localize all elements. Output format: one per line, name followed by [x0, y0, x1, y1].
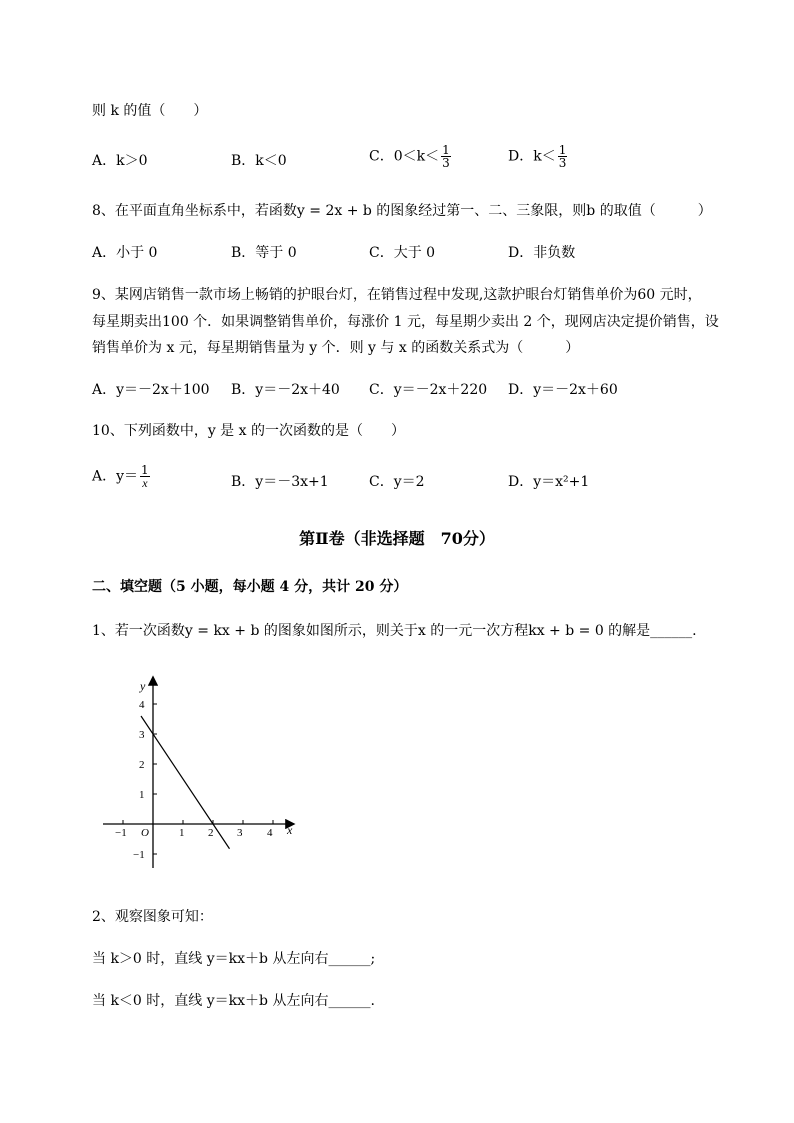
x-tick-label: 3 — [237, 827, 243, 839]
q10-stem: 10、下列函数中，y 是 x 的一次函数的是（ ） — [92, 423, 405, 439]
x-tick-label: 2 — [208, 827, 214, 839]
fill-q2-line-2: 当 k＜0 时，直线 y＝kx＋b 从左向右______. — [92, 993, 375, 1009]
q10-option-a-prefix: A．y＝ — [92, 468, 139, 485]
function-graph — [95, 672, 315, 872]
y-axis-label: y — [140, 679, 146, 693]
q9-option-d: D．y＝－2x＋60 — [508, 382, 618, 398]
q7-option-a: A．k＞0 — [92, 153, 148, 169]
q10-option-c: C．y＝2 — [369, 474, 425, 490]
q7-option-d-prefix: D．k＜ — [508, 148, 556, 165]
section-title: 第Ⅱ卷（非选择题 70分） — [299, 529, 495, 548]
y-tick-label: −1 — [133, 849, 145, 861]
q10-option-d: D．y＝x²+1 — [508, 474, 590, 490]
y-tick-label: 1 — [139, 789, 145, 801]
fraction-denominator: x — [142, 476, 148, 490]
q10-option-b: B．y＝－3x+1 — [231, 474, 329, 490]
y-tick-label: 2 — [139, 759, 145, 771]
y-tick-label: 4 — [139, 699, 145, 711]
q9-option-b: B．y＝－2x＋40 — [231, 382, 340, 398]
y-tick-label: 3 — [139, 729, 145, 741]
q9-option-a: A．y＝－2x＋100 — [92, 382, 210, 398]
q7-option-c — [369, 144, 451, 169]
q7-option-d — [508, 144, 567, 169]
q10-option-a — [92, 464, 150, 489]
fill-q2-stem: 2、观察图象可知： — [92, 909, 213, 925]
x-axis-label: x — [287, 823, 293, 837]
q7-option-b: B．k＜0 — [231, 153, 287, 169]
q8-option-a: A．小于 0 — [92, 245, 158, 261]
fraction-numerator: 1 — [442, 143, 450, 157]
fraction — [558, 144, 568, 169]
x-tick-label: −1 — [115, 827, 127, 839]
origin-label: O — [141, 827, 149, 839]
fraction-denominator: 3 — [558, 156, 567, 170]
fraction-denominator: 3 — [442, 156, 450, 170]
fraction — [441, 144, 451, 169]
q9-line-1: 9、某网店销售一款市场上畅销的护眼台灯，在销售过程中发现,这款护眼台灯销售单价为60 元时， — [92, 287, 702, 303]
q7-tail: 则 k 的值（ ） — [92, 103, 208, 119]
q9-line-2: 每星期卖出100 个．如果调整销售单价，每涨价 1 元，每星期少卖出 2 个，现网店决定提价销售，设 — [92, 314, 719, 330]
fraction — [140, 464, 150, 489]
fraction-numerator: 1 — [558, 143, 567, 157]
q9-option-c: C．y＝－2x＋220 — [369, 382, 488, 398]
q8-stem: 8、在平面直角坐标系中，若函数y = 2x + b 的图象经过第一、二、三象限，则b 的取值（ ） — [92, 203, 712, 219]
q8-option-b: B．等于 0 — [231, 245, 297, 261]
fill-q1-stem: 1、若一次函数y = kx + b 的图象如图所示，则关于x 的一元一次方程kx + b = 0 的解是______. — [92, 623, 697, 639]
fill-q2-line-1: 当 k＞0 时，直线 y＝kx＋b 从左向右______; — [92, 951, 376, 967]
q8-option-d: D．非负数 — [508, 245, 576, 261]
function-line — [141, 716, 230, 849]
fraction-numerator: 1 — [141, 463, 149, 477]
q9-line-3: 销售单价为 x 元，每星期销售量为 y 个．则 y 与 x 的函数关系式为（ ） — [92, 340, 580, 356]
q7-option-c-prefix: C．0＜k＜ — [369, 148, 440, 165]
x-tick-label: 1 — [179, 827, 185, 839]
x-tick-label: 4 — [267, 827, 273, 839]
q8-option-c: C．大于 0 — [369, 245, 436, 261]
fill-section-header: 二、填空题（5 小题，每小题 4 分，共计 20 分） — [92, 579, 408, 595]
